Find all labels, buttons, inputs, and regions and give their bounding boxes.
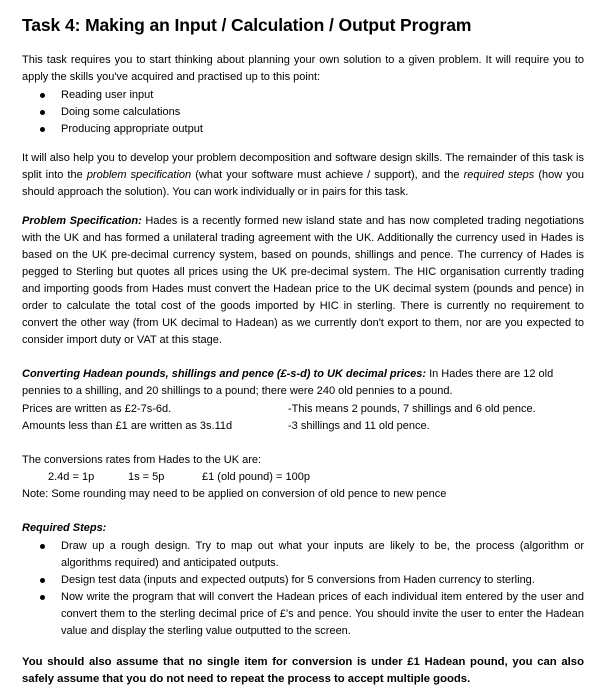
price-format-meaning: -3 shillings and 11 old pence. [288, 420, 430, 432]
list-item: Draw up a rough design. Try to map out what your inputs are likely to be, the process (algorithm or algorithms required) and anticipated outputs. [38, 538, 584, 572]
decomposition-text-3: (how you should approach the solution). You can work individually or in pairs for this task. [22, 169, 585, 198]
list-item: Now write the program that will convert the Hadean prices of each individual item entered by the user and convert them to the sterling decimal price of £'s and pence. You should invite the user to enter the Hadean value and display the sterling value outputted to the screen. [38, 589, 584, 640]
problem-specification-text: Hades is a recently formed new island state and has now completed trading negotiations with the UK and has formed a unilateral trading agreement with the UK. Additionally the currency used in Hades is based on the UK pre-decimal currency system, based on pounds, shillings and pence. The currency of Hades is pegged to Sterling but quotes all prices using the UK pre-decimal system. The HIC organisation currently trading and importing goods from Hades must convert the Hadean price to the UK decimal system (pounds and pence) in order to calculate the total cost of the goods imported by HIC in sterling. There is currently no requirement to convert the other way (from UK decimal to Hadean) as we currently don't export to them, nor are you expected to consider import duty or VAT at this stage. [22, 215, 584, 346]
table-row [22, 401, 584, 418]
converting-label: Converting Hadean pounds, shillings and pence (£-s-d) to UK decimal prices: [22, 368, 427, 380]
price-format-example: Amounts less than £1 are written as 3s.11d [22, 420, 233, 432]
conversion-rates-list [40, 469, 340, 486]
decomposition-text-2: (what your software must achieve / support), and the [195, 169, 460, 181]
list-item: Doing some calculations [38, 104, 584, 121]
intro-bullet-list [38, 87, 584, 138]
list-item: Reading user input [38, 87, 584, 104]
problem-specification-term: problem specification [86, 169, 192, 181]
rate-shilling: 1s = 5p [128, 471, 165, 483]
intro-paragraph: This task requires you to start thinking about planning your own solution to a given problem. It will require you to apply the skills you've acquired and practised up to this point: [22, 54, 584, 83]
problem-specification-paragraph [22, 213, 584, 349]
problem-specification-label: Problem Specification: [22, 215, 142, 227]
conversion-rates-heading: The conversions rates from Hades to the UK are: [22, 454, 262, 466]
decomposition-paragraph [22, 150, 584, 201]
converting-text: In Hades there are 12 old pennies to a shilling, and 20 shillings to a pound; there were 240 old pennies to a pound. [22, 368, 554, 397]
decomposition-text-1: It will also help you to develop your problem decomposition and software design skills. The remainder of this task is split into the [22, 152, 584, 181]
rate-pence: 2.4d = 1p [48, 471, 95, 483]
list-item: Design test data (inputs and expected outputs) for 5 conversions from Haden currency to sterling. [38, 572, 584, 589]
page-title: Task 4: Making an Input / Calculation / Output Program [22, 15, 472, 35]
required-steps-label: Required Steps: [22, 522, 107, 534]
converting-paragraph [22, 366, 584, 400]
required-steps-list [38, 538, 584, 640]
rounding-note: Note: Some rounding may need to be applied on conversion of old pence to new pence [22, 488, 447, 500]
price-format-meaning: -This means 2 pounds, 7 shillings and 6 old pence. [288, 403, 536, 415]
price-format-example: Prices are written as £2-7s-6d. [22, 403, 172, 415]
list-item: Producing appropriate output [38, 121, 584, 138]
required-steps-term: required steps [463, 169, 535, 181]
rate-pound: £1 (old pound) = 100p [202, 471, 310, 483]
closing-assumptions: You should also assume that no single item for conversion is under £1 Hadean pound, you can also safely assume that you do not need to repeat the process to accept multiple goods. [22, 656, 584, 686]
table-row [22, 418, 584, 435]
required-steps-heading [22, 520, 584, 537]
price-format-examples [22, 401, 584, 435]
